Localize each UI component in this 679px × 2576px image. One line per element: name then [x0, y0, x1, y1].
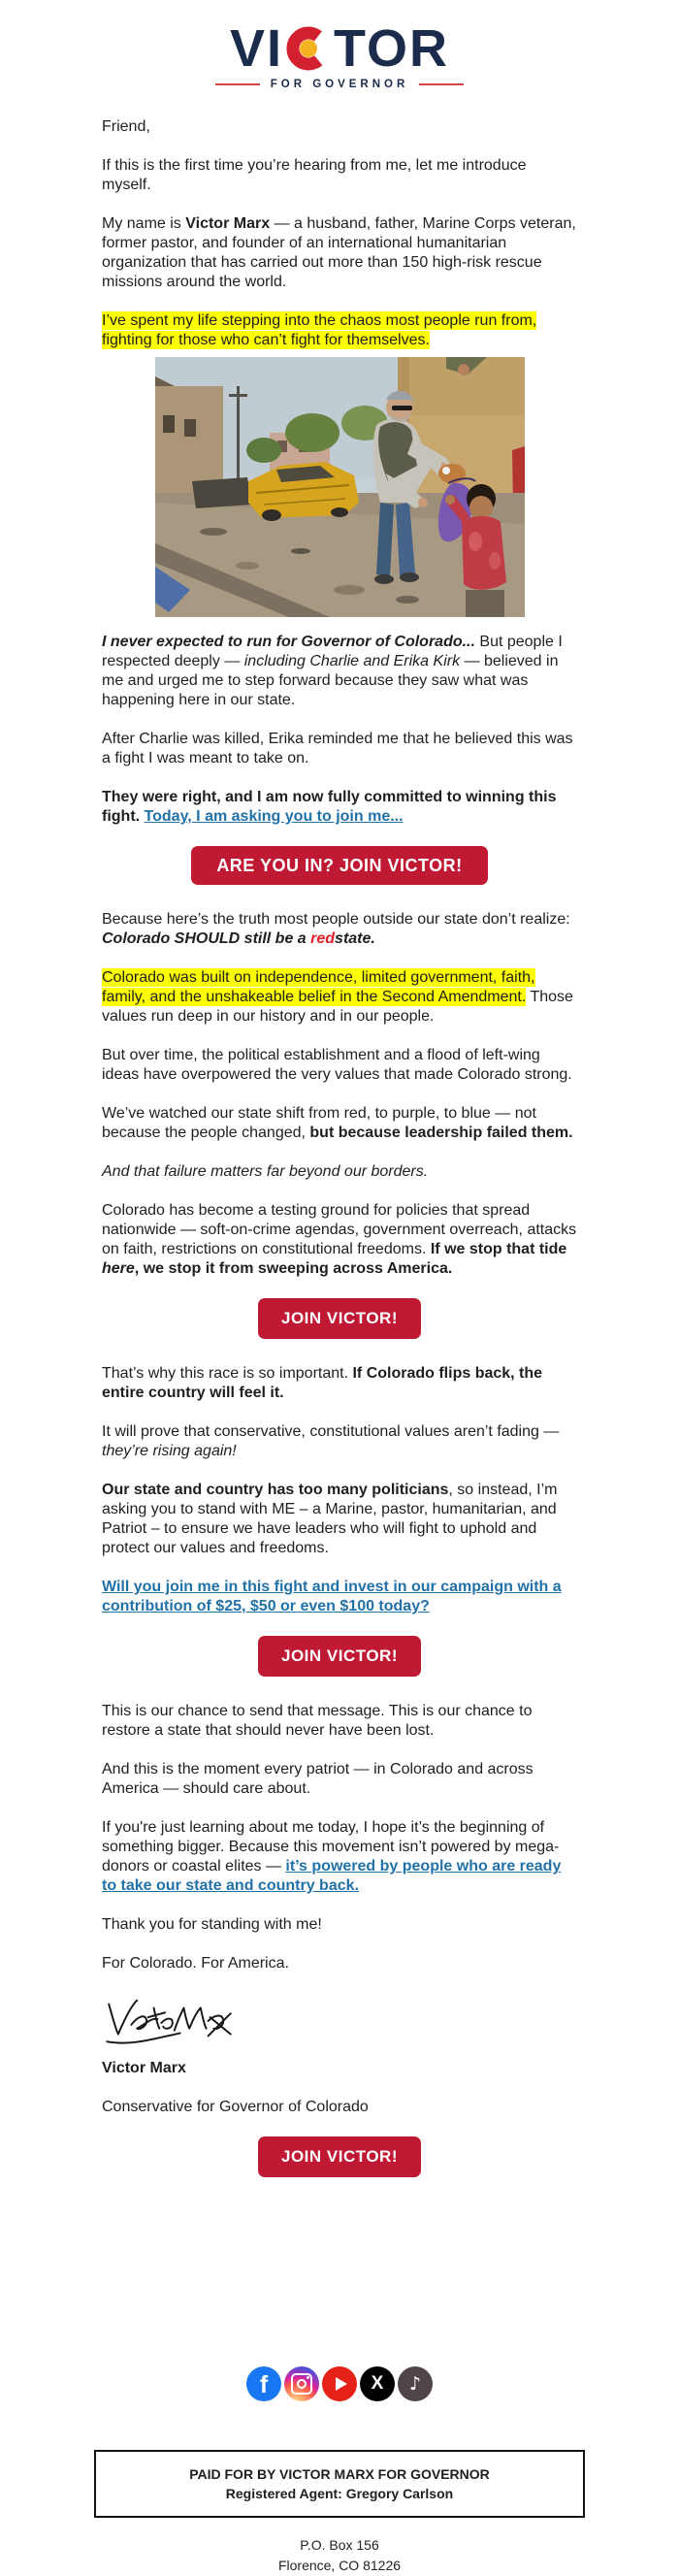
para-committed: [102, 788, 577, 827]
logo-text-vi: VI: [229, 19, 283, 78]
failure-matters-italic: And that failure matters far beyond our borders.: [102, 1163, 429, 1180]
whitespace-spacer: [0, 2202, 679, 2366]
whitespace-spacer-2: [0, 2401, 679, 2450]
para-learning: [102, 1818, 577, 1896]
para-failure-matters: [102, 1162, 577, 1182]
join-victor-button-4[interactable]: JOIN VICTOR!: [258, 2136, 421, 2177]
state-word: state.: [335, 930, 375, 947]
for-colorado-text: For Colorado. For America.: [102, 1955, 289, 1972]
youtube-play-glyph: [336, 2377, 347, 2391]
are-you-in-join-victor-button[interactable]: ARE YOU IN? JOIN VICTOR!: [191, 846, 487, 885]
social-icons-row: [0, 2366, 679, 2401]
x-logo-glyph: X: [371, 2373, 384, 2394]
instagram-camera-glyph: [291, 2373, 312, 2395]
built-on-highlight: Colorado was built on independence, limited government, faith, family, and the unshakeable belief in the Second Amendment.: [102, 969, 535, 1005]
para-for-colorado: [102, 1954, 577, 1973]
instagram-icon[interactable]: [284, 2366, 319, 2401]
red-word: red: [310, 930, 336, 947]
powered-by-people-link[interactable]: it’s powered by people who are ready to take our state and country back.: [102, 1858, 562, 1894]
here-bold-italic: here: [102, 1260, 135, 1277]
never-expected-text: But people I respected deeply —: [102, 634, 563, 669]
every-patriot-text: And this is the moment every patriot — in Colorado and across America — should care about.: [102, 1761, 534, 1797]
para-why-race: [102, 1364, 577, 1403]
para-never-expected: [102, 633, 577, 710]
about-name-bold: Victor Marx: [185, 215, 271, 232]
button-row-2: [102, 1298, 577, 1339]
thank-you-text: Thank you for standing with me!: [102, 1916, 322, 1933]
paid-for-disclaimer-box: [94, 2450, 585, 2518]
too-many-rest: , so instead, I’m asking you to stand with ME – a Marine, pastor, humanitarian, and Patriot – to ensure we have leaders who will fight to uphold and protect our values and freedoms.: [102, 1482, 558, 1556]
para-every-patriot: [102, 1760, 577, 1799]
join-victor-button-3[interactable]: JOIN VICTOR!: [258, 1636, 421, 1677]
para-built-on: [102, 968, 577, 1027]
learning-text: If you're just learning about me today, I hope it’s the beginning of something bigger. Because this movement isn’t powered by mega-donors or coastal elites —: [102, 1819, 560, 1875]
testing-ground-text: Colorado has become a testing ground for policies that spread nationwide — soft-on-crime agendas, government overreach, attacks on faith, restrictions on constitutional freedoms.: [102, 1202, 577, 1257]
never-expected-rest: — believed in me and urged me to step forward because they saw what was happening here in our state.: [102, 653, 559, 708]
stop-tide-bold: If we stop that tide: [430, 1241, 567, 1257]
leadership-failed-bold: but because leadership failed them.: [309, 1125, 573, 1141]
para-signer-title: [102, 2098, 577, 2117]
para-testing-ground: [102, 1201, 577, 1279]
logo-text-tor: TOR: [334, 19, 450, 78]
para-too-many: [102, 1481, 577, 1558]
button-row-4: [102, 2136, 577, 2177]
about-text: My name is: [102, 215, 186, 232]
signer-title-text: Conservative for Governor of Colorado: [102, 2099, 369, 2115]
email-content: [102, 90, 577, 2177]
too-many-bold: Our state and country has too many politicians: [102, 1482, 449, 1498]
para-invest: [102, 1578, 577, 1616]
intro-text: If this is the first time you’re hearing from me, let me introduce myself.: [102, 157, 527, 193]
para-will-prove: [102, 1422, 577, 1461]
signature-image: [102, 1993, 577, 2053]
campaign-photo: [155, 357, 525, 617]
para-signer-name: [102, 2059, 577, 2078]
rising-again-italic: they’re rising again!: [102, 1443, 237, 1459]
tiktok-icon[interactable]: [398, 2366, 433, 2401]
never-expected-lead: I never expected to run for Governor of Colorado...: [102, 634, 475, 650]
charlie-erika-italic: including Charlie and Erika Kirk: [243, 653, 461, 669]
built-on-rest: Those values run deep in our history and in our people.: [102, 989, 573, 1025]
signature-scribble: [102, 1993, 236, 2047]
address-line-1: P.O. Box 156: [300, 2537, 379, 2553]
youtube-icon[interactable]: [322, 2366, 357, 2401]
para-because-truth: [102, 910, 577, 949]
mailing-address: [0, 2535, 679, 2576]
para-thank-you: [102, 1915, 577, 1935]
about-text-rest: — a husband, father, Marine Corps veteran, former pastor, and founder of an international humanitarian organization that has carried out more than 150 high-risk rescue missions around the world.: [102, 215, 576, 290]
colorado-c-icon: [285, 25, 332, 72]
para-over-time: [102, 1046, 577, 1085]
greeting-text: Friend,: [102, 118, 150, 135]
photo-illustration: [155, 357, 525, 617]
para-intro: [102, 156, 577, 195]
should-still-be: Colorado SHOULD still be a: [102, 930, 311, 947]
para-our-chance: [102, 1702, 577, 1741]
disclaimer-line-1: PAID FOR BY VICTOR MARX FOR GOVERNOR: [189, 2466, 490, 2482]
para-highlight-chaos: [102, 311, 577, 350]
tagline-rule-left: [215, 83, 260, 85]
facebook-icon[interactable]: [246, 2366, 281, 2401]
will-prove-text: It will prove that conservative, constitutional values aren’t fading —: [102, 1423, 560, 1440]
flips-back-bold: If Colorado flips back, the entire country will feel it.: [102, 1365, 543, 1401]
address-line-2: Florence, CO 81226: [277, 2558, 402, 2573]
logo-tagline: FOR GOVERNOR: [270, 79, 409, 90]
sweeping-america-bold: , we stop it from sweeping across America.: [134, 1260, 453, 1277]
logo-wordmark: [0, 21, 679, 76]
button-row-1: [102, 846, 577, 885]
campaign-logo: [0, 0, 679, 90]
over-time-text: But over time, the political establishment and a flood of left-wing ideas have overpowered the very values that made Colorado strong.: [102, 1047, 572, 1083]
join-me-link[interactable]: Today, I am asking you to join me...: [144, 808, 404, 825]
tagline-rule-right: [419, 83, 464, 85]
because-truth-text: Because here’s the truth most people outside our state don’t realize:: [102, 911, 570, 928]
disclaimer-line-2: Registered Agent: Gregory Carlson: [225, 2486, 454, 2501]
button-row-3: [102, 1636, 577, 1677]
join-victor-button-2[interactable]: JOIN VICTOR!: [258, 1298, 421, 1339]
para-after-charlie: [102, 730, 577, 768]
logo-tagline-row: [0, 79, 679, 90]
watched-shift-text: We’ve watched our state shift from red, to purple, to blue — not because the people changed,: [102, 1105, 536, 1141]
committed-bold: They were right, and I am now fully committed to winning this fight.: [102, 789, 557, 825]
signer-name-bold: Victor Marx: [102, 2060, 186, 2076]
para-watched-shift: [102, 1104, 577, 1143]
why-race-text: That’s why this race is so important.: [102, 1365, 353, 1382]
para-about: [102, 214, 577, 292]
tiktok-note-glyph: ♪: [408, 2373, 422, 2395]
our-chance-text: This is our chance to send that message. This is our chance to restore a state that should never have been lost.: [102, 1703, 533, 1739]
facebook-f-glyph: f: [259, 2371, 269, 2398]
contribution-link[interactable]: Will you join me in this fight and invest in our campaign with a contribution of $25, $50 or even $100 today?: [102, 1579, 562, 1614]
after-charlie-text: After Charlie was killed, Erika reminded me that he believed this was a fight I was meant to take on.: [102, 731, 573, 766]
para-greeting: [102, 117, 577, 137]
highlighted-text: I’ve spent my life stepping into the chaos most people run from, fighting for those who can’t fight for themselves.: [102, 312, 537, 348]
x-twitter-icon[interactable]: [360, 2366, 395, 2401]
